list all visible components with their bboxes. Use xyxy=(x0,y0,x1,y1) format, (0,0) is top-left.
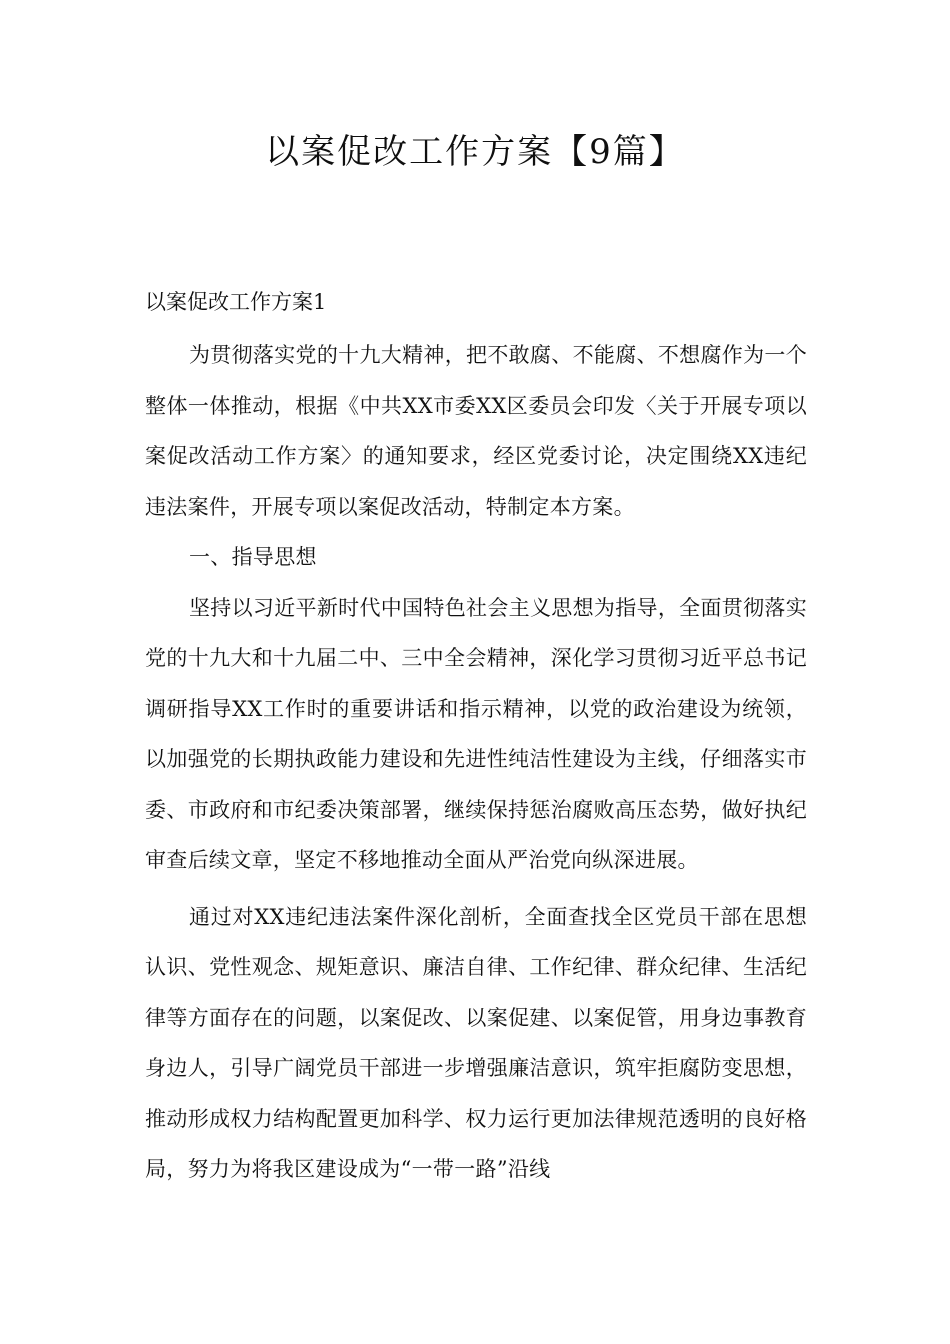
heading-guiding-thought: 一、指导思想 xyxy=(189,545,317,569)
document-title: 以案促改工作方案【9篇】 xyxy=(265,132,685,172)
paragraph-intro: 为贯彻落实党的十九大精神，把不敢腐、不能腐、不想腐作为一个整体一体推动，根据《中共XX市委XX区委员会印发〈关于开展专项以案促改活动工作方案〉的通知要求，经区党委讨论，决定围绕XX违纪违法案件，开展专项以案促改活动，特制定本方案。 xyxy=(145,343,807,519)
paragraph-objectives: 通过对XX违纪违法案件深化剖析，全面查找全区党员干部在思想认识、党性观念、规矩意识、廉洁自律、工作纪律、群众纪律、生活纪律等方面存在的问题，以案促改、以案促建、以案促管，用身边事教育身边人，引导广阔党员干部进一步增强廉洁意识，筑牢拒腐防变思想，推动形成权力结构配置更加科学、权力运行更加法律规范透明的良好格局，努力为将我区建设成为“一带一路”沿线 xyxy=(145,904,807,1181)
paragraph-guiding-thought: 坚持以习近平新时代中国特色社会主义思想为指导，全面贯彻落实党的十九大和十九届二中、三中全会精神，深化学习贯彻习近平总书记调研指导XX工作时的重要讲话和指示精神，以党的政治建设为统领，以加强党的长期执政能力建设和先进性纯洁性建设为主线，仔细落实市委、市政府和市纪委决策部署，继续保持惩治腐败高压态势，做好执纪审查后续文章，坚定不移地推动全面从严治党向纵深进展。 xyxy=(145,595,807,872)
document-body xyxy=(145,283,807,1195)
section-heading: 以案促改工作方案1 xyxy=(145,290,327,314)
